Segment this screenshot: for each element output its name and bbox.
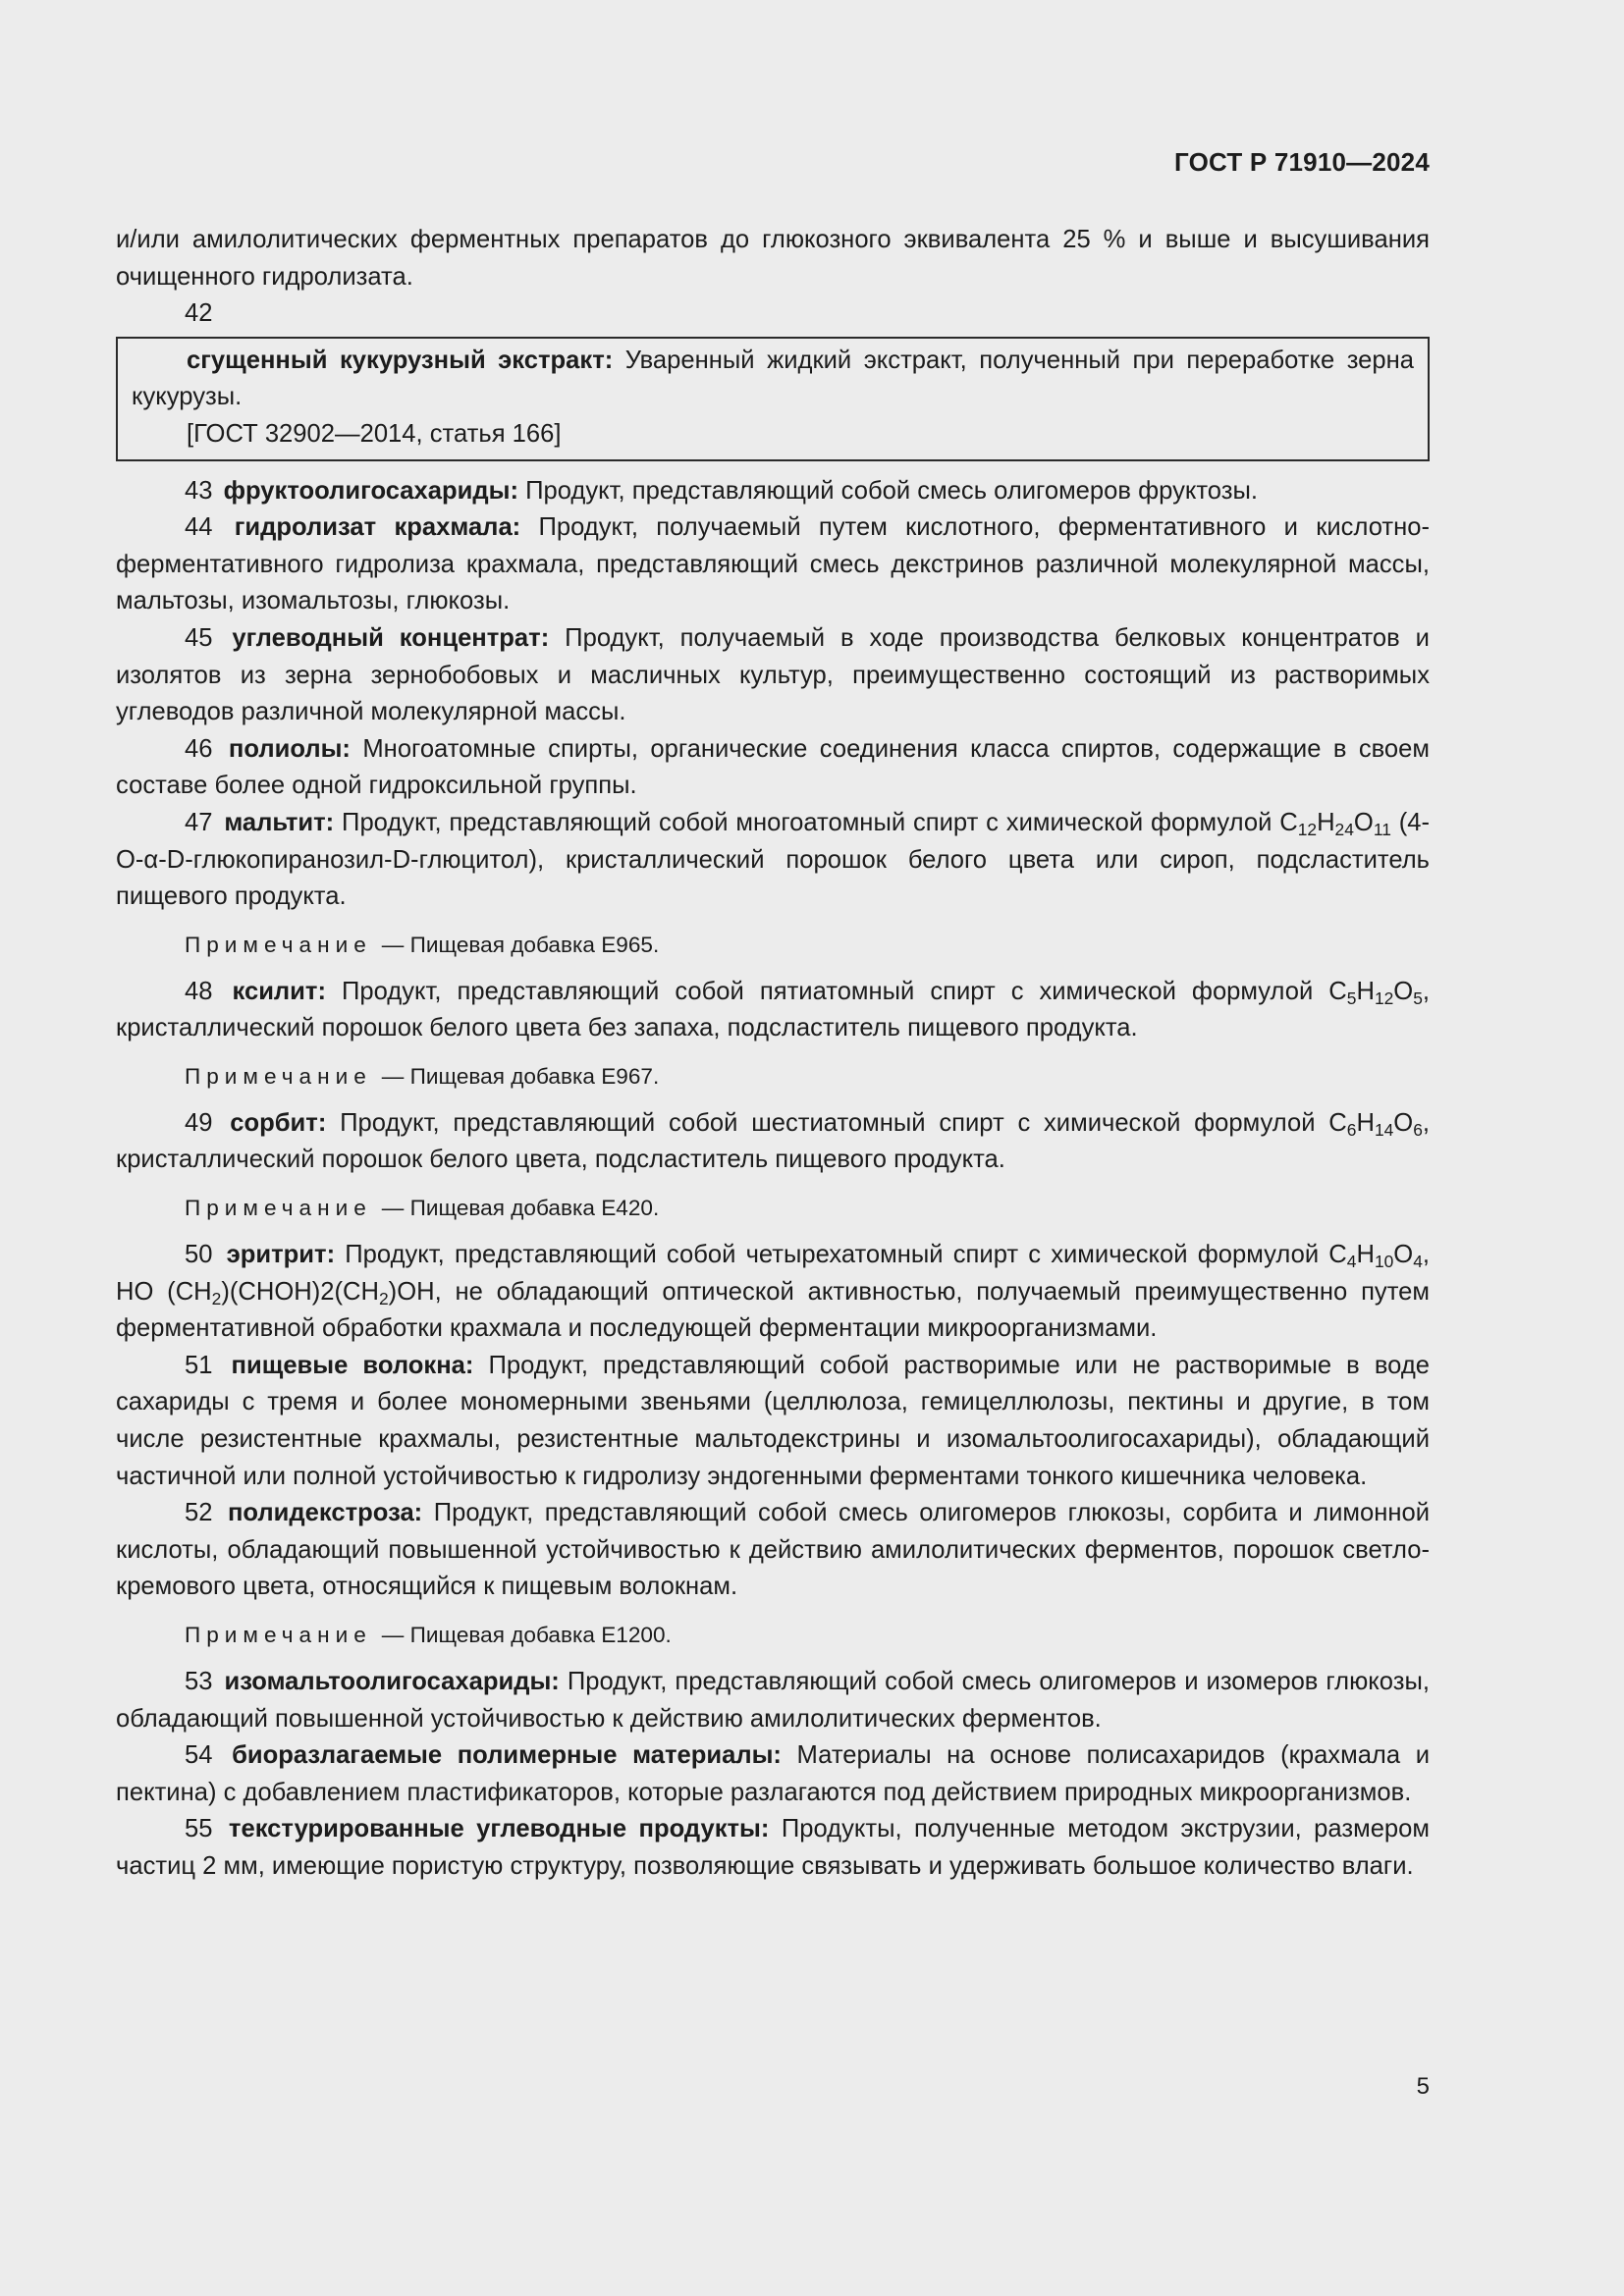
note xyxy=(116,929,1430,961)
entry-54 xyxy=(116,1737,1430,1811)
definition: Продукт, представляющий собой смесь олигомеров фруктозы. xyxy=(518,476,1258,505)
entry-43 xyxy=(116,473,1430,510)
entry-number: 47 xyxy=(185,808,213,836)
term: полидекстроза: xyxy=(227,1499,423,1527)
definition: Продукт, представляющий собой многоатомный спирт с химической формулой xyxy=(334,808,1280,836)
note-label: Примечание xyxy=(185,1196,372,1221)
entry-44 xyxy=(116,509,1430,620)
entry-number: 44 xyxy=(185,513,213,542)
entry-number: 53 xyxy=(185,1668,213,1695)
definition-continued: , кристаллический порошок белого цвета без запаха, подсластитель пищевого продукта. xyxy=(116,977,1430,1042)
entry-55 xyxy=(116,1811,1430,1885)
definition: Продукт, представляющий собой пятиатомный спирт с химической формулой xyxy=(325,977,1329,1005)
definition: Продукт, получаемый путем кислотного, ферментативного и кислотно-ферментативного гидролиза крахмала, представляющий смесь декстринов различной молекулярной массы, мальтозы, изомальтозы, глюкозы. xyxy=(116,513,1430,615)
entry-number: 46 xyxy=(185,734,213,763)
note-label: Примечание xyxy=(185,932,372,957)
term: фруктоолигосахариды: xyxy=(223,476,519,505)
entry-number: 43 xyxy=(185,476,213,505)
term: мальтит: xyxy=(224,808,335,836)
entry-48 xyxy=(116,974,1430,1047)
chemical-formula: $C_{12}H_{24}O_{11}$ xyxy=(1279,808,1391,839)
page-number: 5 xyxy=(1416,2073,1430,2100)
entry-number: 42 xyxy=(185,299,213,328)
definition: Материалы на основе полисахаридов (крахмала и пектина) с добавлением пластификаторов, которые разлагаются под действием природных микроорганизмов. xyxy=(116,1741,1430,1806)
entry-53 xyxy=(116,1664,1430,1737)
note xyxy=(116,1192,1430,1224)
term: пищевые волокна: xyxy=(231,1351,474,1379)
definition: Продукты, полученные методом экструзии, размером частиц 2 мм, имеющие пористую структуру, позволяющие связывать и удерживать большое количество влаги. xyxy=(116,1815,1430,1880)
definition: Продукт, представляющий собой растворимые или не растворимые в воде сахариды с тремя и более мономерными звеньями (целлюлоза, гемицеллюлозы, пектины и другие, в том числе резистентные крахмалы, резистентные мальтодекстрины и изомальтоолигосахариды), обладающий частичной или полной устойчивостью к гидролизу эндогенными ферментами тонкого кишечника человека. xyxy=(116,1351,1430,1490)
term: полиолы: xyxy=(228,734,351,763)
chemical-formula: $C_5H_{12}O_5$ xyxy=(1328,977,1423,1008)
quoted-definition-box xyxy=(116,337,1430,461)
term: сгущенный кукурузный экстракт: xyxy=(187,346,614,374)
entry-number: 45 xyxy=(185,623,213,652)
note-text: — Пищевая добавка E967. xyxy=(381,1063,660,1089)
intro-paragraph: и/или амилолитических ферментных препаратов до глюкозного эквивалента 25 % и выше и высушивания очищенного гидролизата. xyxy=(116,226,1430,291)
definition: Продукт, получаемый в ходе производства белковых концентратов и изолятов из зерна зернобобовых и масличных культур, преимущественно состоящий из растворимых углеводов различной молекулярной массы. xyxy=(116,623,1430,726)
definition: Продукт, представляющий собой смесь олигомеров глюкозы, сорбита и лимонной кислоты, обладающий повышенной устойчивостью к действию амилолитических ферментов, порошок светло-кремового цвета, относящийся к пищевым волокнам. xyxy=(116,1499,1430,1601)
definition: Продукт, представляющий собой смесь олигомеров и изомеров глюкозы, обладающий повышенной устойчивостью к действию амилолитических ферментов. xyxy=(116,1668,1430,1733)
entry-49 xyxy=(116,1105,1430,1179)
standard-code: ГОСТ Р 71910—2024 xyxy=(1174,147,1430,177)
content xyxy=(116,222,1430,1886)
definition: Продукт, представляющий собой четырехатомный спирт с химической формулой xyxy=(335,1241,1329,1269)
note-label: Примечание xyxy=(185,1063,372,1089)
note xyxy=(116,1619,1430,1651)
source-reference: [ГОСТ 32902—2014, статья 166] xyxy=(187,419,562,448)
entry-47 xyxy=(116,805,1430,916)
entry-45 xyxy=(116,620,1430,731)
definition: Уваренный жидкий экстракт, полученный при переработке зерна кукурузы. xyxy=(132,346,1415,411)
definition-continued: (4-O-α-D-глюкопиранозил-D-глюцитол), кристаллический порошок белого цвета или сироп, подсластитель пищевого продукта. xyxy=(116,808,1430,911)
entry-number: 54 xyxy=(185,1741,213,1770)
entry-number: 48 xyxy=(185,977,213,1005)
note-text: — Пищевая добавка E965. xyxy=(381,932,660,957)
definition: Продукт, представляющий собой шестиатомный спирт с химической формулой xyxy=(326,1108,1329,1137)
entry-42 xyxy=(132,343,1414,416)
entry-number: 50 xyxy=(185,1241,213,1269)
definition: Многоатомные спирты, органические соединения класса спиртов, содержащие в своем составе более одной гидроксильной группы. xyxy=(116,734,1430,800)
term: изомальтоолигосахариды: xyxy=(224,1668,560,1695)
note-text: — Пищевая добавка E420. xyxy=(381,1196,660,1221)
entry-number: 49 xyxy=(185,1108,213,1137)
term: ксилит: xyxy=(232,977,326,1005)
term: биоразлагаемые полимерные материалы: xyxy=(232,1741,782,1770)
term: углеводный концентрат: xyxy=(232,623,550,652)
entry-50 xyxy=(116,1237,1430,1348)
entry-52 xyxy=(116,1495,1430,1606)
term: текстурированные углеводные продукты: xyxy=(228,1815,770,1843)
definition-continued: , кристаллический порошок белого цвета, подсластитель пищевого продукта. xyxy=(116,1108,1430,1174)
entry-46 xyxy=(116,731,1430,805)
term: гидролизат крахмала: xyxy=(234,513,521,542)
definition-continued: )OH, не обладающий оптической активностью, получаемый преимущественно путем ферментативной обработки крахмала и последующей ферментации микроорганизмами. xyxy=(116,1277,1430,1343)
note xyxy=(116,1060,1430,1093)
chemical-formula: $C_4H_{10}O_4$ xyxy=(1328,1241,1423,1272)
entry-51 xyxy=(116,1348,1430,1495)
note-text: — Пищевая добавка E1200. xyxy=(381,1623,672,1647)
chemical-formula: $C_6H_{14}O_6$ xyxy=(1328,1108,1423,1140)
term: сорбит: xyxy=(230,1108,327,1137)
entry-number: 55 xyxy=(185,1815,213,1843)
note-label: Примечание xyxy=(185,1623,372,1647)
structural-formula: , HO $(CH_2)(CHOH)2(CH_2$ xyxy=(116,1241,1430,1308)
entry-number: 51 xyxy=(185,1351,213,1379)
entry-number: 52 xyxy=(185,1499,213,1527)
term: эритрит: xyxy=(226,1241,336,1269)
